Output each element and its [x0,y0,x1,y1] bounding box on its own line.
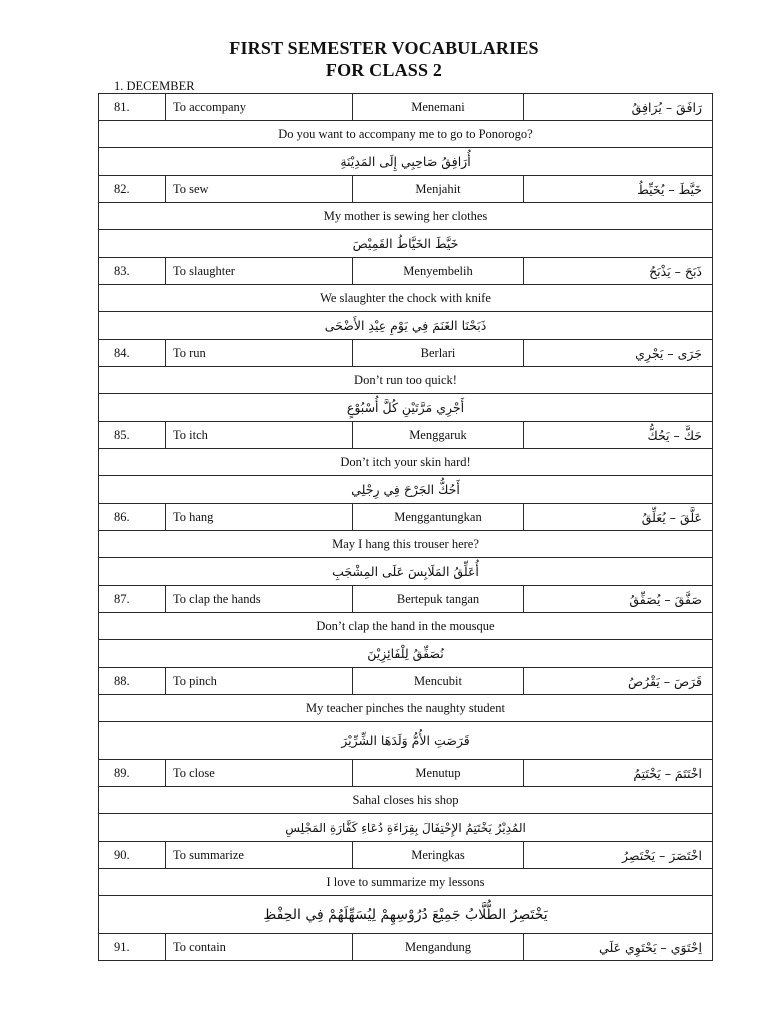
indonesian-word: Mengandung [353,934,524,961]
example-english-sentence: Do you want to accompany me to go to Ponorogo? [99,121,713,148]
example-english-row [99,449,713,476]
vocabulary-table [98,93,713,961]
example-english-sentence: Don’t itch your skin hard! [99,449,713,476]
example-english-row [99,285,713,312]
example-arabic-sentence: أُعَلِّقُ المَلَابِسَ عَلَى المِشْجَبِ [99,558,713,586]
arabic-word: صَفَّقَ – يُصَفِّقُ [524,586,713,613]
entry-number: 90. [99,842,166,869]
english-word: To close [166,760,353,787]
example-arabic-row [99,394,713,422]
indonesian-word: Berlari [353,340,524,367]
example-arabic-row [99,722,713,760]
indonesian-word: Menemani [353,94,524,121]
example-arabic-sentence: قَرَصَتِ الأُمُّ وَلَدَهَا الشِّرِّيْرَ [99,722,713,760]
vocab-word-row [99,504,713,531]
example-english-sentence: May I hang this trouser here? [99,531,713,558]
entry-number: 81. [99,94,166,121]
vocab-word-row [99,668,713,695]
vocab-word-row [99,842,713,869]
example-arabic-sentence: المُدِيْرُ يَخْتَتِمُ الإِحْتِفَالَ بِقِرَاءَةِ دُعَاءِ كَفَّارَةِ المَجْلِسِ [99,814,713,842]
arabic-word: عَلَّقَ – يُعَلِّقُ [524,504,713,531]
arabic-word: جَرَى – يَجْرِي [524,340,713,367]
vocab-word-row [99,760,713,787]
vocab-word-row [99,176,713,203]
vocab-word-row [99,934,713,961]
indonesian-word: Menjahit [353,176,524,203]
example-arabic-sentence: أَحُكُّ الجَرْحَ فِي رِجْلِي [99,476,713,504]
indonesian-word: Mencubit [353,668,524,695]
example-english-row [99,203,713,230]
arabic-word: خَيَّطَ – يُخَيِّطُ [524,176,713,203]
english-word: To slaughter [166,258,353,285]
section-heading: 1. DECEMBER [114,79,195,93]
example-english-row [99,695,713,722]
english-word: To itch [166,422,353,449]
example-english-sentence: I love to summarize my lessons [99,869,713,896]
entry-number: 87. [99,586,166,613]
example-english-sentence: My mother is sewing her clothes [99,203,713,230]
arabic-word: رَافَقَ – يُرَافِقُ [524,94,713,121]
vocab-word-row [99,94,713,121]
example-english-row [99,869,713,896]
entry-number: 85. [99,422,166,449]
arabic-word: اخْتَصَرَ – يَخْتَصِرُ [524,842,713,869]
vocab-word-row [99,258,713,285]
document-subtitle: FOR CLASS 2 [325,60,443,80]
example-arabic-row [99,312,713,340]
example-arabic-row [99,814,713,842]
arabic-word: ذَبَحَ – يَذْبَحُ [524,258,713,285]
example-english-row [99,787,713,814]
example-arabic-row [99,230,713,258]
indonesian-word: Menggaruk [353,422,524,449]
example-arabic-sentence: ذَبَحْنَا الغَنَمَ فِي يَوْمِ عِيْدِ الأَضْحَى [99,312,713,340]
example-arabic-row [99,476,713,504]
example-english-sentence: We slaughter the chock with knife [99,285,713,312]
vocab-word-row [99,586,713,613]
example-arabic-sentence: أَجْرِي مَرَّتَيْنِ كُلَّ أُسْبُوْعٍ [99,394,713,422]
example-english-sentence: Don’t clap the hand in the mousque [99,613,713,640]
example-arabic-row [99,640,713,668]
example-arabic-row [99,896,713,934]
example-english-sentence: Sahal closes his shop [99,787,713,814]
english-word: To clap the hands [166,586,353,613]
example-arabic-sentence: خَيَّطَ الخَيَّاطُ القَمِيْصَ [99,230,713,258]
entry-number: 91. [99,934,166,961]
english-word: To pinch [166,668,353,695]
document-title: FIRST SEMESTER VOCABULARIES [229,38,539,58]
example-arabic-row [99,148,713,176]
entry-number: 86. [99,504,166,531]
entry-number: 84. [99,340,166,367]
example-arabic-sentence: يَخْتَصِرُ الطُّلَّابُ جَمِيْعَ دُرُوْسِهِمْ لِيُسَهِّلَهُمْ فِي الحِفْظِ [99,896,713,934]
example-english-row [99,367,713,394]
indonesian-word: Menggantungkan [353,504,524,531]
entry-number: 89. [99,760,166,787]
vocab-word-row [99,422,713,449]
arabic-word: اخْتَتَمَ – يَخْتَتِمُ [524,760,713,787]
example-arabic-row [99,558,713,586]
english-word: To contain [166,934,353,961]
entry-number: 88. [99,668,166,695]
arabic-word: حَكَّ – يَحُكُّ [524,422,713,449]
arabic-word: قَرَصَ – يَقْرُصُ [524,668,713,695]
indonesian-word: Menyembelih [353,258,524,285]
english-word: To sew [166,176,353,203]
indonesian-word: Menutup [353,760,524,787]
entry-number: 82. [99,176,166,203]
example-english-row [99,531,713,558]
example-english-sentence: My teacher pinches the naughty student [99,695,713,722]
example-english-sentence: Don’t run too quick! [99,367,713,394]
english-word: To run [166,340,353,367]
english-word: To hang [166,504,353,531]
example-arabic-sentence: أُرَافِقُ صَاحِبِي إِلَى المَدِيْنَةِ [99,148,713,176]
english-word: To accompany [166,94,353,121]
indonesian-word: Bertepuk tangan [353,586,524,613]
example-english-row [99,121,713,148]
example-arabic-sentence: نُصَفِّقُ لِلْفَائِزِيْنَ [99,640,713,668]
example-english-row [99,613,713,640]
english-word: To summarize [166,842,353,869]
entry-number: 83. [99,258,166,285]
arabic-word: اِحْتَوَي – يَحْتَوِي عَلَي [524,934,713,961]
vocab-word-row [99,340,713,367]
indonesian-word: Meringkas [353,842,524,869]
